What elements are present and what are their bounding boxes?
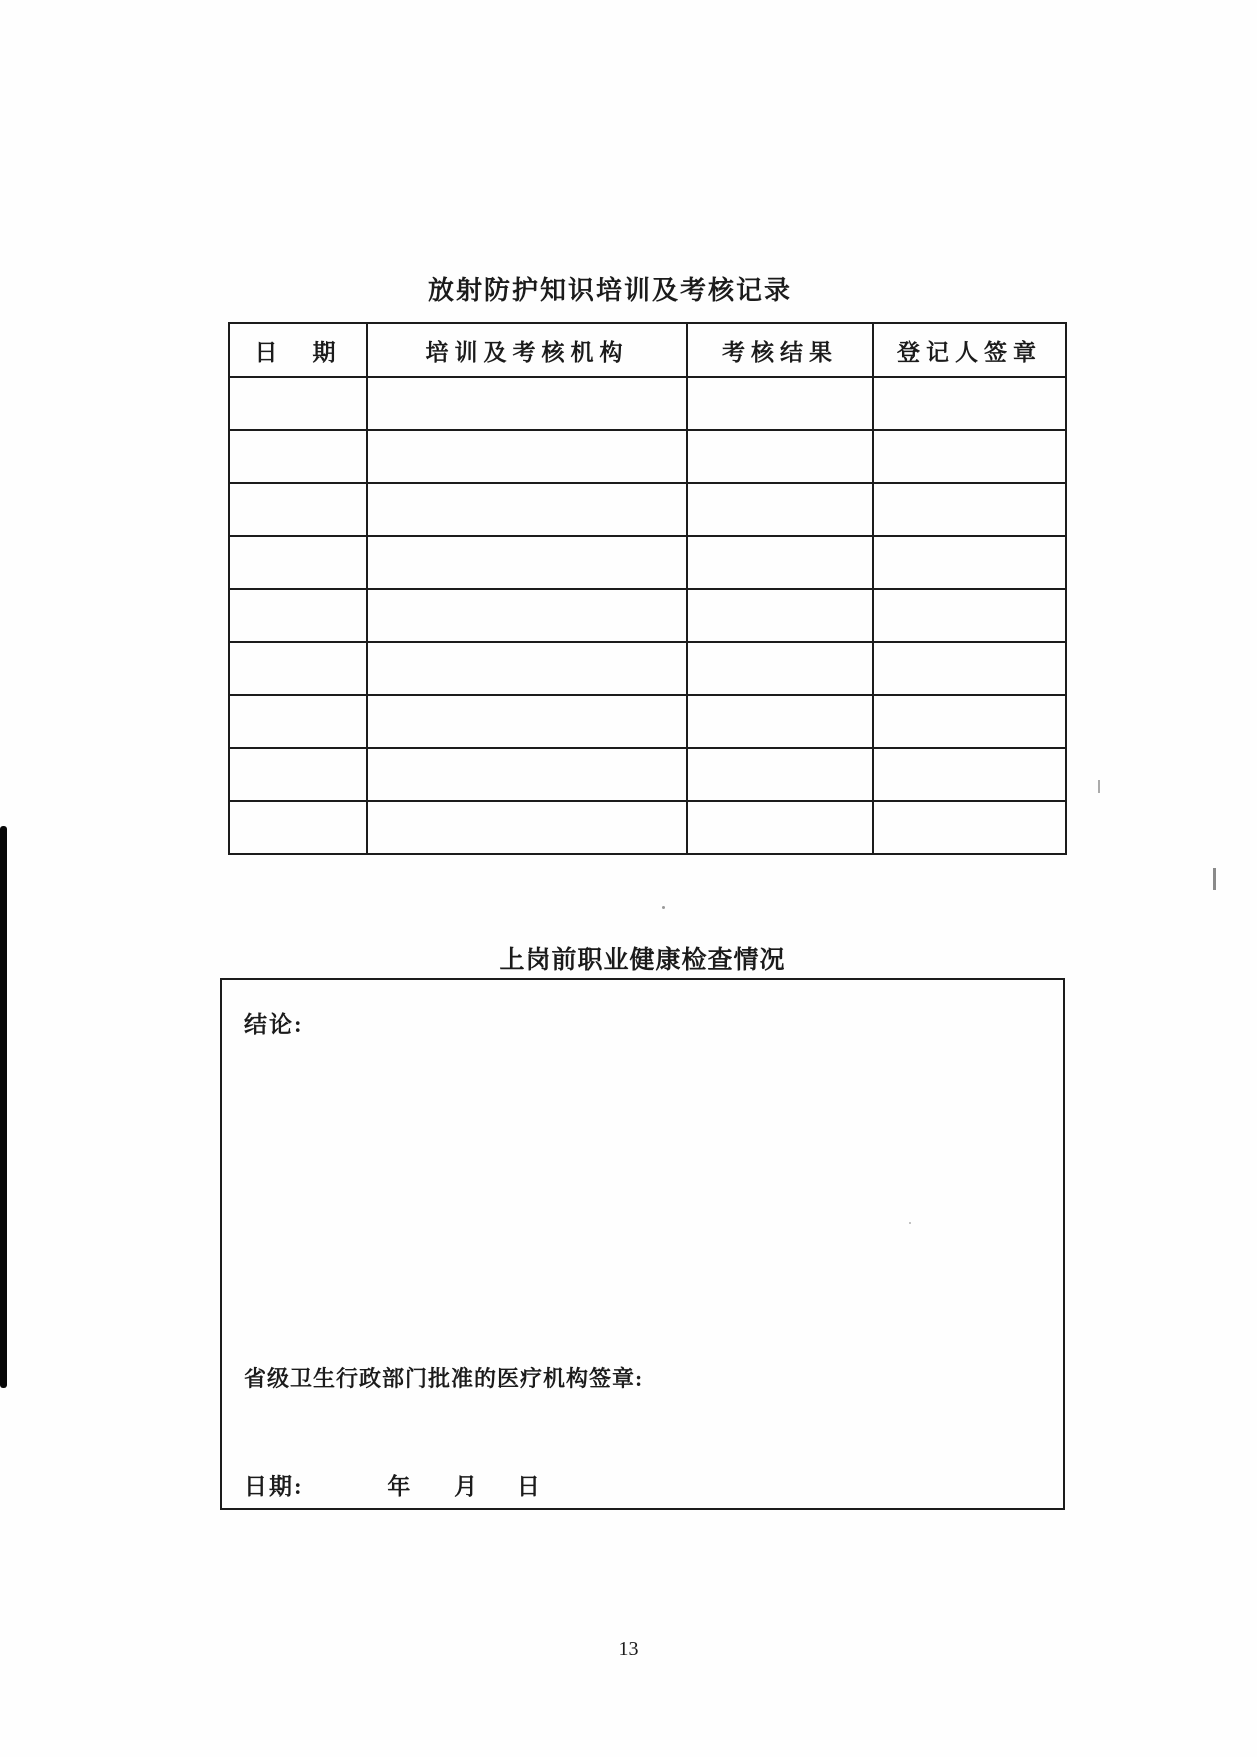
table-empty-cell (367, 695, 687, 748)
table-empty-row (229, 377, 1066, 430)
table-empty-cell (367, 536, 687, 589)
table-empty-cell (873, 589, 1066, 642)
date-line (244, 1468, 542, 1501)
table-empty-row (229, 642, 1066, 695)
table-empty-cell (367, 430, 687, 483)
table-empty-row (229, 748, 1066, 801)
table-empty-cell (873, 642, 1066, 695)
institution-seal-label: 省级卫生行政部门批准的医疗机构签章: (244, 1366, 644, 1391)
table-empty-row (229, 536, 1066, 589)
date-month-label: 月 (454, 1474, 480, 1499)
table-empty-cell (873, 377, 1066, 430)
date-year-label: 年 (387, 1474, 413, 1499)
section2-title: 上岗前职业健康检查情况 (499, 947, 786, 974)
table-empty-cell (873, 695, 1066, 748)
table-empty-cell (367, 589, 687, 642)
table-empty-cell (687, 589, 873, 642)
table-empty-row (229, 483, 1066, 536)
table-empty-cell (229, 748, 367, 801)
table-empty-cell (687, 801, 873, 854)
table-empty-cell (229, 589, 367, 642)
col-header-date: 日 期 (229, 323, 367, 377)
table-empty-cell (873, 748, 1066, 801)
table-empty-cell (687, 430, 873, 483)
table-empty-row (229, 801, 1066, 854)
section1-title: 放射防护知识培训及考核记录 (427, 276, 792, 305)
table-header-row (229, 323, 1066, 377)
table-empty-cell (229, 642, 367, 695)
table-empty-cell (367, 801, 687, 854)
table-empty-cell (367, 483, 687, 536)
health-check-box (220, 978, 1065, 1510)
col-header-registrant-seal: 登记人签章 (873, 323, 1066, 377)
table-empty-cell (687, 536, 873, 589)
table-empty-cell (229, 377, 367, 430)
scan-artifact-speck (662, 906, 665, 909)
table-empty-cell (229, 695, 367, 748)
table-empty-cell (229, 536, 367, 589)
table-empty-cell (229, 430, 367, 483)
table-empty-cell (873, 801, 1066, 854)
table-empty-cell (229, 801, 367, 854)
training-record-table (228, 322, 1067, 855)
table-empty-cell (367, 377, 687, 430)
table-empty-cell (229, 483, 367, 536)
page-number: 13 (618, 1638, 639, 1660)
table-empty-row (229, 695, 1066, 748)
table-empty-row (229, 589, 1066, 642)
table-empty-cell (873, 430, 1066, 483)
date-label: 日期: (244, 1474, 304, 1499)
scan-artifact-right-tick (1213, 868, 1216, 890)
table-empty-cell (367, 642, 687, 695)
conclusion-label: 结论: (244, 1012, 304, 1037)
col-header-result: 考核结果 (687, 323, 873, 377)
table-empty-cell (687, 695, 873, 748)
scan-artifact-left-stripe (0, 826, 7, 1388)
table-empty-cell (687, 483, 873, 536)
table-empty-cell (873, 483, 1066, 536)
table-empty-cell (367, 748, 687, 801)
date-day-label: 日 (516, 1474, 542, 1499)
table-empty-cell (687, 377, 873, 430)
table-empty-cell (873, 536, 1066, 589)
table-empty-cell (687, 642, 873, 695)
scan-artifact-mark (1098, 780, 1100, 793)
col-header-institution: 培训及考核机构 (367, 323, 687, 377)
table-empty-cell (687, 748, 873, 801)
table-empty-row (229, 430, 1066, 483)
